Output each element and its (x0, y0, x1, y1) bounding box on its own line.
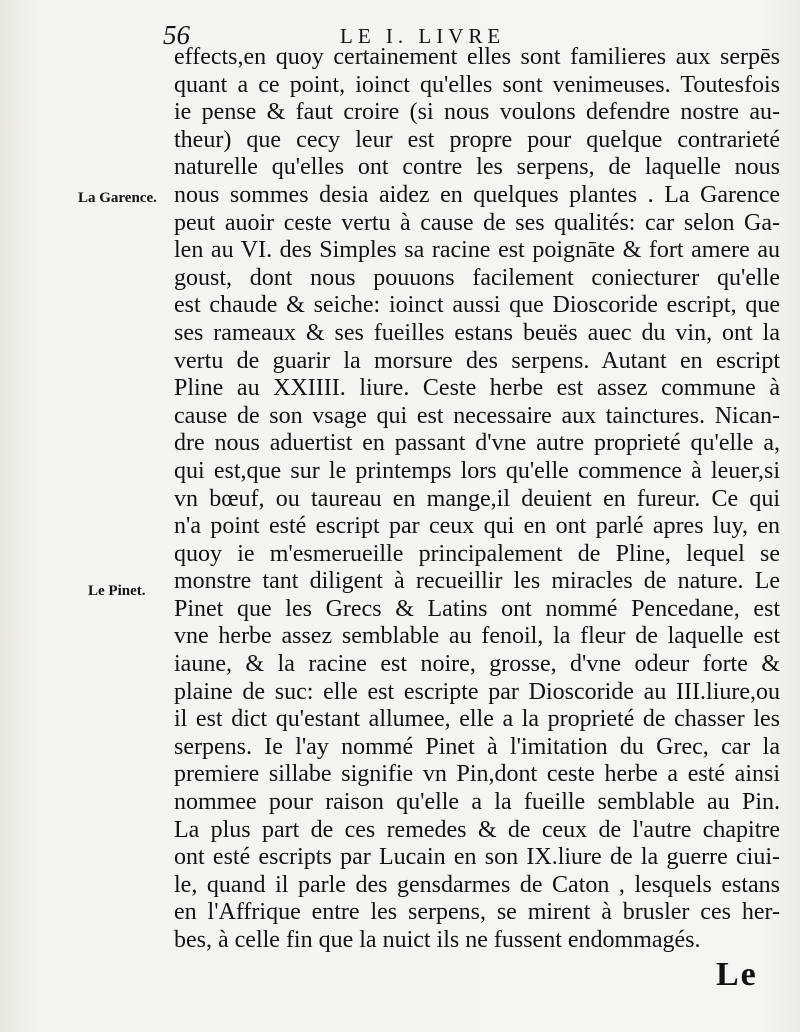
body-text (174, 44, 780, 955)
text-line: len au VI. des Simples sa racine est poignāte & fort amere au (174, 237, 780, 264)
text-line: est chaude & seiche: ioinct aussi que Dioscoride escript, que (174, 292, 780, 319)
page-number: 56 (163, 20, 190, 50)
text-line: il est dict qu'estant allumee, elle a la proprieté de chasser les (174, 706, 780, 733)
text-line: cause de son vsage qui est necessaire aux tainctures. Nican- (174, 402, 780, 429)
text-line: en l'Affrique entre les serpens, se mirent à brusler ces her- (174, 899, 780, 926)
text-line: dre nous aduertist en passant d'vne autre proprieté qu'elle a, (174, 430, 780, 457)
text-line: vne herbe assez semblable au fenoil, la fleur de laquelle est (174, 623, 780, 650)
text-line: Pinet que les Grecs & Latins ont nommé Pencedane, est (174, 595, 780, 622)
text-line: Pline au XXIIII. liure. Ceste herbe est assez commune à (174, 375, 780, 402)
text-line: serpens. Ie l'ay nommé Pinet à l'imitation du Grec, car la (174, 733, 780, 760)
text-line: La plus part de ces remedes & de ceux de l'autre chapitre (174, 816, 780, 843)
text-line: premiere sillabe signifie vn Pin,dont ceste herbe a esté ainsi (174, 761, 780, 788)
text-line: vn bœuf, ou taureau en mange,il deuient en fureur. Ce qui (174, 485, 780, 512)
text-line: ie pense & faut croire (si nous voulons defendre nostre au- (174, 99, 780, 126)
text-line: le, quand il parle des gensdarmes de Caton , lesquels estans (174, 871, 780, 898)
text-line: bes, à celle fin que la nuict ils ne fussent endommagés. (174, 927, 701, 953)
text-line: vertu de guarir la morsure des serpens. Autant en escript (174, 347, 780, 374)
text-line: naturelle qu'elles ont contre les serpens, de laquelle nous (174, 154, 780, 181)
text-line: theur) que cecy leur est propre pour quelque contrarieté (174, 126, 780, 153)
text-line: quant a ce point, ioinct qu'elles sont venimeuses. Toutesfois (174, 71, 780, 98)
text-line: ses rameaux & ses fueilles estans beuës auec du vin, ont la (174, 319, 780, 346)
text-line: nommee pour raison qu'elle a la fueille semblable au Pin. (174, 789, 780, 816)
page-footer (0, 956, 800, 996)
text-line: nous sommes desia aidez en quelques plantes . La Garence (174, 181, 780, 208)
catchword: Le (716, 956, 758, 993)
text-line: goust, dont nous pouuons facilement coniecturer qu'elle (174, 264, 780, 291)
running-title: LE I. LIVRE (340, 24, 506, 48)
margin-note-garence: La Garence. (78, 190, 157, 206)
text-line: plaine de suc: elle est escripte par Dioscoride au III.liure,ou (174, 678, 780, 705)
margin-note-pinet: Le Pinet. (88, 583, 146, 599)
text-line: ont esté escripts par Lucain en son IX.liure de la guerre ciui- (174, 844, 780, 871)
text-line: iaune, & la racine est noire, grosse, d'vne odeur forte & (174, 651, 780, 678)
text-line: peut auoir ceste vertu à cause de ses qualités: car selon Ga- (174, 209, 780, 236)
text-line: qui est,que sur le printemps lors qu'elle commence à leuer,si (174, 457, 780, 484)
text-line: quoy ie m'esmerueille principalement de Pline, lequel se (174, 540, 780, 567)
text-line: monstre tant diligent à recueillir les miracles de nature. Le (174, 568, 780, 595)
text-line: n'a point esté escript par ceux qui en ont parlé apres luy, en (174, 513, 780, 540)
text-line: effects,en quoy certainement elles sont familieres aux serpēs (174, 44, 780, 70)
